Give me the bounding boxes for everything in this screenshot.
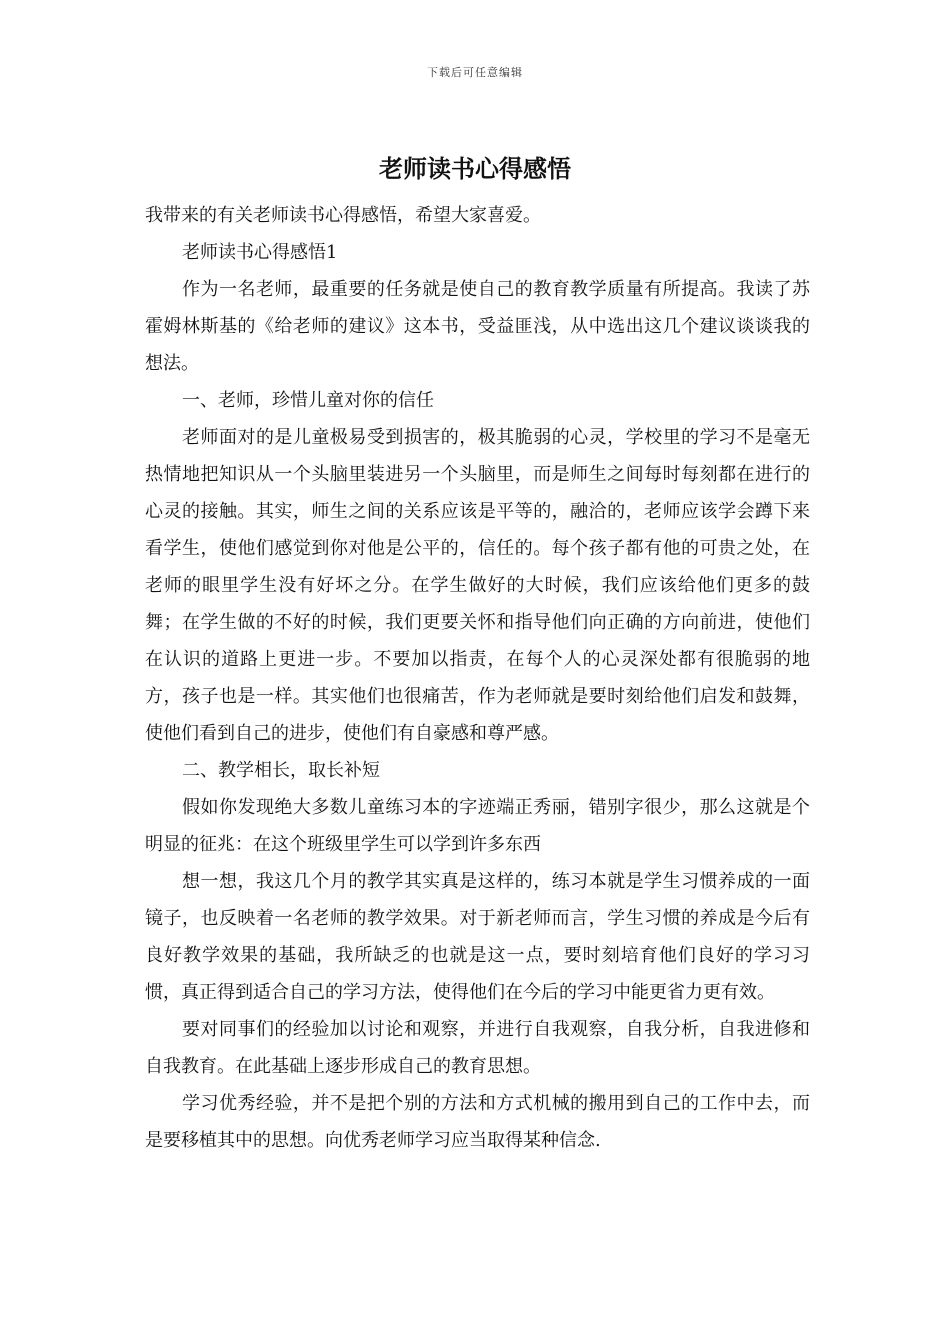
document-title: 老师读书心得感悟 bbox=[379, 154, 571, 183]
page-header-note: 下载后可任意编辑 bbox=[427, 66, 523, 79]
body-paragraph: 作为一名老师，最重要的任务就是使自己的教育教学质量有所提高。我读了苏霍姆林斯基的《给老师的建议》这本书，受益匪浅，从中选出这几个建议谈谈我的想法。 bbox=[145, 279, 810, 374]
intro-paragraph: 我带来的有关老师读书心得感悟，希望大家喜爱。 bbox=[145, 205, 541, 226]
body-paragraph: 要对同事们的经验加以讨论和观察，并进行自我观察，自我分析，自我进修和自我教育。在此基础上逐步形成自己的教育思想。 bbox=[145, 1019, 810, 1077]
subsection-heading: 一、老师，珍惜儿童对你的信任 bbox=[182, 390, 434, 411]
body-paragraph: 老师面对的是儿童极易受到损害的，极其脆弱的心灵，学校里的学习不是毫无热情地把知识从一个头脑里装进另一个头脑里，而是师生之间每时每刻都在进行的心灵的接触。其实，师生之间的关系应该是平等的，融洽的，老师应该学会蹲下来看学生，使他们感觉到你对他是公平的，信任的。每个孩子都有他的可贵之处，在老师的眼里学生没有好坏之分。在学生做好的大时候，我们应该给他们更多的鼓舞；在学生做的不好的时候，我们更要关怀和指导他们向正确的方向前进，使他们在认识的道路上更进一步。不要加以指责，在每个人的心灵深处都有很脆弱的地方，孩子也是一样。其实他们也很痛苦，作为老师就是要时刻给他们启发和鼓舞，使他们看到自己的进步，使他们有自豪感和尊严感。 bbox=[145, 427, 810, 744]
subsection-heading: 二、教学相长，取长补短 bbox=[182, 760, 380, 781]
body-paragraph: 学习优秀经验，并不是把个别的方法和方式机械的搬用到自己的工作中去，而是要移植其中的思想。向优秀老师学习应当取得某种信念. bbox=[145, 1093, 810, 1151]
body-paragraph: 想一想，我这几个月的教学其实真是这样的，练习本就是学生习惯养成的一面镜子，也反映着一名老师的教学效果。对于新老师而言，学生习惯的养成是今后有良好教学效果的基础，我所缺乏的也就是这一点，要时刻培育他们良好的学习习惯，真正得到适合自己的学习方法，使得他们在今后的学习中能更省力更有效。 bbox=[145, 871, 810, 1003]
section-heading: 老师读书心得感悟1 bbox=[182, 242, 338, 263]
document-body bbox=[145, 197, 810, 1159]
body-paragraph: 假如你发现绝大多数儿童练习本的字迹端正秀丽，错别字很少，那么这就是个明显的征兆：在这个班级里学生可以学到许多东西 bbox=[145, 797, 810, 855]
